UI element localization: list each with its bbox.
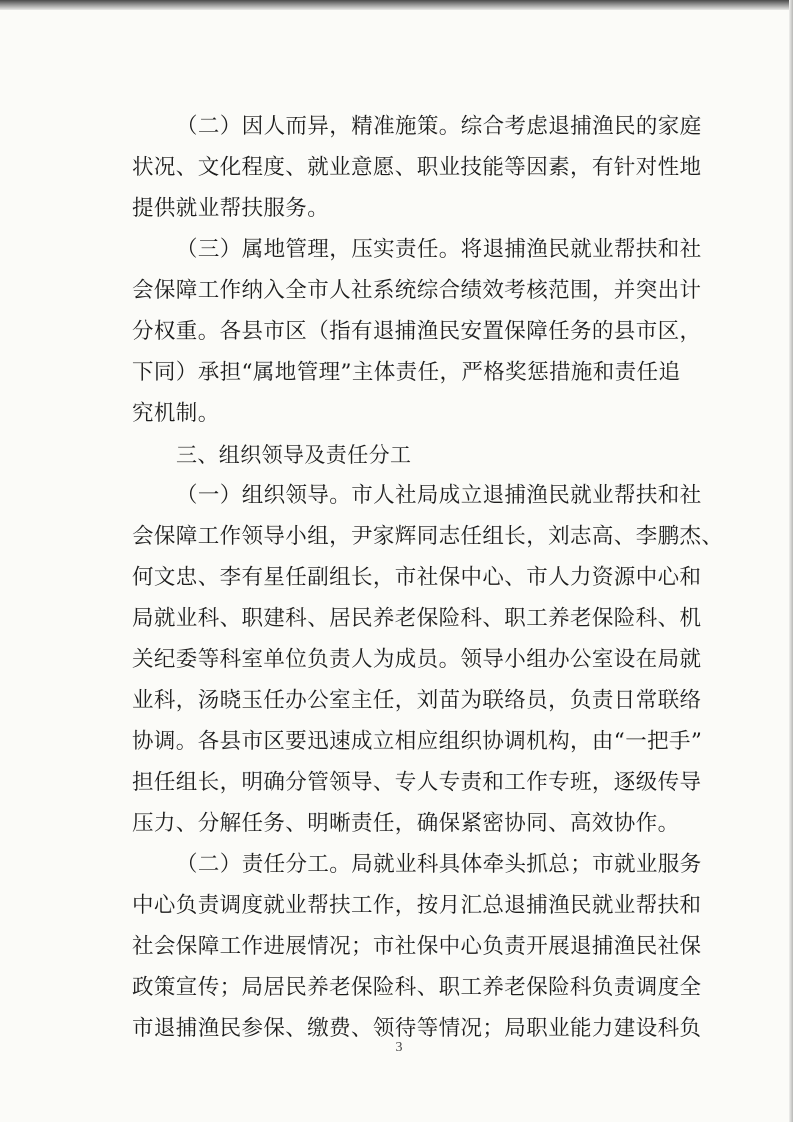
text-line: 会保障工作纳入全市人社系统综合绩效考核范围，并突出计: [132, 278, 702, 303]
text-line: 压力、分解任务、明晰责任，确保紧密协同、高效协作。: [132, 811, 680, 836]
text-line: 何文忠、李有星任副组长，市社保中心、市人力资源中心和: [132, 565, 702, 590]
text-line: （二）因人而异，精准施策。综合考虑退捕渔民的家庭: [176, 114, 702, 139]
text-line: 担任组长，明确分管领导、专人专责和工作专班，逐级传导: [132, 770, 702, 795]
text-line: 状况、文化程度、就业意愿、职业技能等因素，有针对性地: [132, 155, 702, 180]
text-line: 会保障工作领导小组，尹家辉同志任组长，刘志高、李鹏杰、: [132, 524, 724, 549]
text-line: 提供就业帮扶服务。: [132, 196, 330, 221]
text-line: 下同）承担“属地管理”主体责任，严格奖惩措施和责任追: [132, 360, 681, 385]
text-line: 中心负责调度就业帮扶工作，按月汇总退捕渔民就业帮扶和: [132, 893, 702, 918]
text-line: 究机制。: [132, 401, 220, 426]
text-line: 市退捕渔民参保、缴费、领待等情况；局职业能力建设科负: [132, 1016, 702, 1041]
text-line: （三）属地管理，压实责任。将退捕渔民就业帮扶和社: [176, 237, 702, 262]
text-line: 分权重。各县市区（指有退捕渔民安置保障任务的县市区，: [132, 319, 702, 344]
text-line: （二）责任分工。局就业科具体牵头抓总；市就业服务: [176, 852, 702, 877]
text-line: 社会保障工作进展情况；市社保中心负责开展退捕渔民社保: [132, 934, 702, 959]
text-line: （一）组织领导。市人社局成立退捕渔民就业帮扶和社: [176, 483, 702, 508]
text-line: 局就业科、职建科、居民养老保险科、职工养老保险科、机: [132, 606, 702, 631]
section-heading: 三、组织领导及责任分工: [176, 443, 412, 467]
text-line: 协调。各县市区要迅速成立相应组织协调机构，由“一把手”: [132, 729, 703, 754]
text-line: 业科，汤晓玉任办公室主任，刘苗为联络员，负责日常联络: [132, 688, 702, 713]
text-line: 关纪委等科室单位负责人为成员。领导小组办公室设在局就: [132, 647, 702, 672]
page-number: 3: [395, 1040, 403, 1055]
text-line: 政策宣传；局居民养老保险科、职工养老保险科负责调度全: [132, 975, 702, 1000]
